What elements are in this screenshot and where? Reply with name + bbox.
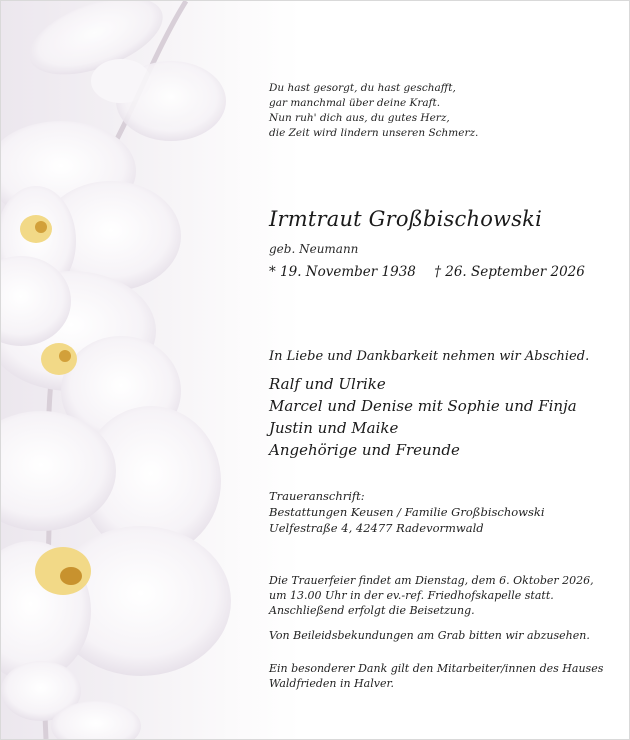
orchid-illustration — [1, 1, 261, 739]
poem-line: die Zeit wird lindern unseren Schmerz. — [269, 127, 479, 139]
ceremony-info — [269, 573, 594, 618]
poem-line: gar manchmal über deine Kraft. — [269, 97, 441, 109]
address-line: Uelfestraße 4, 42477 Radevormwald — [269, 521, 484, 535]
mourning-address — [269, 488, 545, 536]
mourners-list — [269, 373, 577, 461]
ceremony-line: um 13.00 Uhr in der ev.-ref. Friedhofskapelle statt. — [269, 589, 554, 602]
ceremony-line: Anschließend erfolgt die Beisetzung. — [269, 604, 475, 617]
poem-line: Du hast gesorgt, du hast geschafft, — [269, 82, 456, 94]
address-line: Bestattungen Keusen / Familie Großbischowski — [269, 505, 545, 519]
farewell-text: In Liebe und Dankbarkeit nehmen wir Abschied. — [269, 349, 590, 364]
thanks-line: Ein besonderer Dank gilt den Mitarbeiter/innen des Hauses — [269, 662, 604, 675]
mourner-line: Justin und Maike — [269, 419, 399, 437]
orchid-flower-4 — [1, 406, 231, 681]
address-line: Traueranschrift: — [269, 489, 365, 503]
birth-name: geb. Neumann — [269, 242, 359, 256]
condolence-note: Von Beileidsbekundungen am Grab bitten wir abzusehen. — [269, 629, 590, 642]
thanks-line: Waldfrieden in Halver. — [269, 677, 394, 690]
poem — [269, 81, 478, 141]
ceremony-line: Die Trauerfeier findet am Dienstag, dem 6. Oktober 2026, — [269, 574, 594, 587]
death-date: † 26. September 2026 — [434, 264, 585, 280]
life-dates — [269, 264, 599, 280]
deceased-name: Irmtraut Großbischowski — [269, 207, 543, 231]
poem-line: Nun ruh' dich aus, du gutes Herz, — [269, 112, 450, 124]
mourner-line: Angehörige und Freunde — [269, 441, 460, 459]
birth-date: * 19. November 1938 — [269, 264, 416, 280]
thanks-note — [269, 661, 603, 691]
mourner-line: Marcel und Denise mit Sophie und Finja — [269, 397, 577, 415]
mourner-line: Ralf und Ulrike — [269, 375, 386, 393]
orchid-flower-1 — [19, 1, 226, 141]
